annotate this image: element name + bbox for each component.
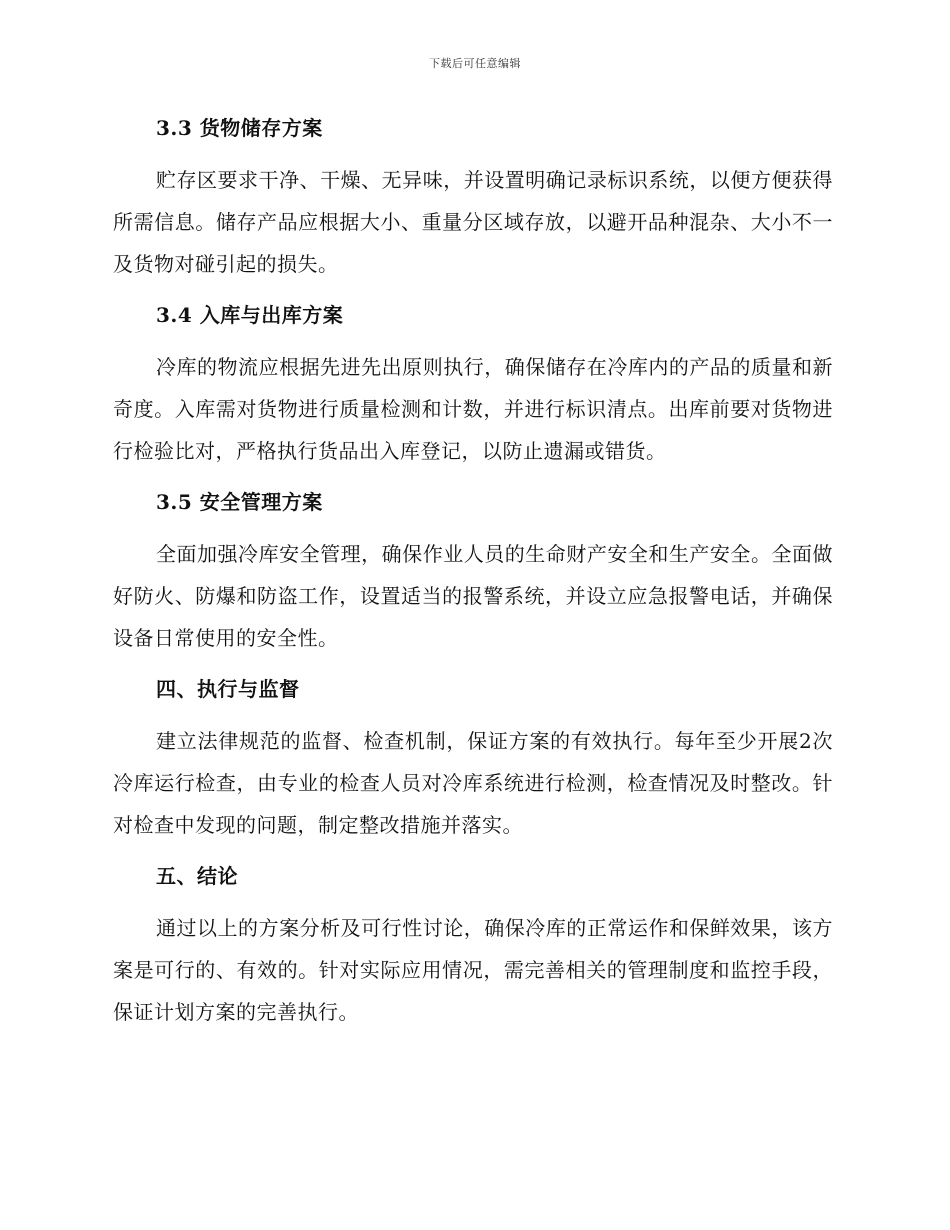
section-paragraph: 全面加强冷库安全管理，确保作业人员的生命财产安全和生产安全。全面做好防火、防爆和防盗工作，设置适当的报警系统，并设立应急报警电话，并确保设备日常使用的安全性。: [113, 542, 833, 650]
section-3-3: [113, 110, 833, 285]
section-heading: 3.4 入库与出库方案: [156, 303, 344, 327]
section-heading: 四、执行与监督: [156, 677, 300, 701]
section-heading: 五、结论: [156, 864, 238, 888]
section-3-5: [113, 484, 833, 659]
section-4: [113, 671, 833, 846]
page-header: 下载后可任意编辑: [429, 57, 521, 70]
section-paragraph: 冷库的物流应根据先进先出原则执行，确保储存在冷库内的产品的质量和新奇度。入库需对货物进行质量检测和计数，并进行标识清点。出库前要对货物进行检验比对，严格执行货品出入库登记，以防止遗漏或错货。: [113, 355, 833, 463]
section-heading: 3.5 安全管理方案: [156, 490, 323, 514]
section-paragraph: 建立法律规范的监督、检查机制，保证方案的有效执行。每年至少开展2次冷库运行检查，由专业的检查人员对冷库系统进行检测，检查情况及时整改。针对检查中发现的问题，制定整改措施并落实。: [113, 729, 833, 837]
section-3-4: [113, 297, 833, 472]
section-heading: 3.3 货物储存方案: [156, 116, 323, 140]
section-5: [113, 858, 833, 1033]
section-paragraph: 通过以上的方案分析及可行性讨论，确保冷库的正常运作和保鲜效果，该方案是可行的、有效的。针对实际应用情况，需完善相关的管理制度和监控手段，保证计划方案的完善执行。: [113, 916, 833, 1024]
section-paragraph: 贮存区要求干净、干燥、无异味，并设置明确记录标识系统，以便方便获得所需信息。储存产品应根据大小、重量分区域存放，以避开品种混杂、大小不一及货物对碰引起的损失。: [113, 168, 833, 276]
document-body: [113, 110, 833, 1045]
